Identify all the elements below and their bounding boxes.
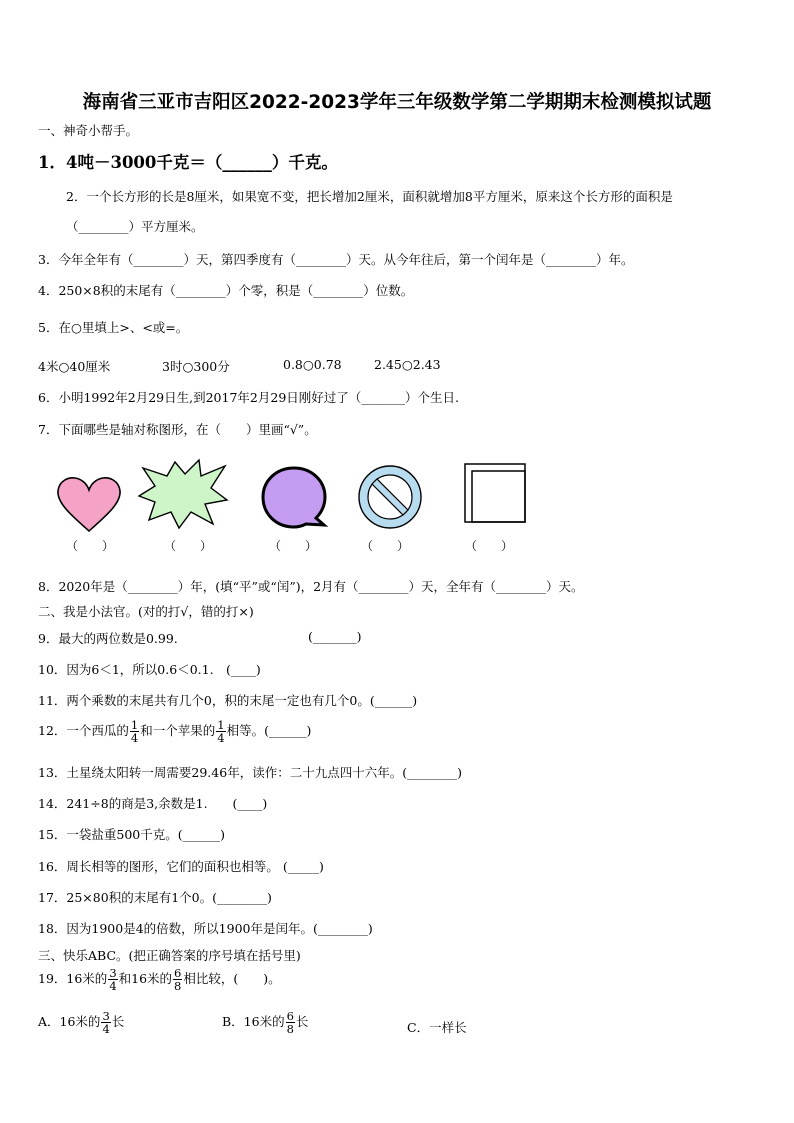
option-a[interactable]: A．16米的 $\frac{3}{4}$ 长: [38, 1009, 125, 1036]
fraction-three-quarters: $\frac{3}{4}$: [102, 1009, 110, 1036]
option-c[interactable]: C．一样长: [407, 1020, 467, 1035]
answer-paren-4[interactable]: （ ）: [361, 539, 410, 553]
nested-squares-icon: [462, 462, 528, 524]
question-5-item-3: 0.8○0.78: [283, 357, 342, 372]
question-5-item-1: 4米○40厘米: [38, 359, 111, 374]
question-1: 1．4吨－3000千克＝（______）千克。: [38, 153, 338, 172]
question-8: 8．2020年是（________）年，(填“平”或“闰”)，2月有（________）天，全年有（________）天。: [38, 579, 584, 594]
fraction-six-eighths: $\frac{6}{8}$: [286, 1009, 294, 1036]
fraction-one-quarter: $\frac{1}{4}$: [217, 718, 225, 745]
no-sign-icon: [355, 462, 425, 532]
question-5: 5．在○里填上>、<或=。: [38, 320, 189, 335]
question-2-line-2: （________）平方厘米。: [66, 219, 204, 234]
question-10: 10．因为6＜1，所以0.6＜0.1. (____): [38, 662, 261, 677]
question-13: 13．土星绕太阳转一周需要29.46年，读作：二十九点四十六年。(________): [38, 765, 462, 780]
question-4: 4．250×8积的末尾有（________）个零，积是（________）位数。: [38, 283, 414, 298]
section-3-heading: 三、快乐ABC。(把正确答案的序号填在括号里): [38, 948, 301, 963]
speech-bubble-icon: [258, 464, 330, 532]
answer-paren-3[interactable]: （ ）: [269, 539, 318, 553]
question-12: 12．一个西瓜的 $\frac{1}{4}$ 和一个苹果的 $\frac{1}{4}$ 相等。(______): [38, 718, 312, 745]
section-1-heading: 一、神奇小帮手。: [38, 123, 139, 138]
question-9-answer[interactable]: (_______): [308, 629, 362, 644]
fraction-six-eighths: $\frac{6}{8}$: [174, 966, 182, 993]
option-b[interactable]: B．16米的 $\frac{6}{8}$ 长: [222, 1009, 309, 1036]
question-6: 6．小明1992年2月29日生,到2017年2月29日刚好过了（_______）个生日.: [38, 390, 459, 405]
page-title: 海南省三亚市吉阳区2022-2023学年三年级数学第二学期期末检测模拟试题: [82, 92, 712, 113]
question-11: 11．两个乘数的末尾共有几个0，积的末尾一定也有几个0。(______): [38, 693, 418, 708]
question-5-item-4: 2.45○2.43: [374, 357, 441, 372]
question-2-line-1: 2．一个长方形的长是8厘米，如果宽不变，把长增加2厘米，面积就增加8平方厘米，原来这个长方形的面积是: [66, 189, 673, 204]
question-3: 3．今年全年有（________）天，第四季度有（________）天。从今年往后，第一个闰年是（________）年。: [38, 252, 634, 267]
section-2-heading: 二、我是小法官。(对的打√，错的打×): [38, 604, 254, 619]
question-5-item-2: 3时○300分: [162, 359, 230, 374]
question-17: 17．25×80积的末尾有1个0。(________): [38, 890, 272, 905]
fraction-three-quarters: $\frac{3}{4}$: [109, 966, 117, 993]
heart-icon: [55, 475, 123, 535]
question-9: 9．最大的两位数是0.99.: [38, 631, 178, 646]
question-16: 16．周长相等的图形，它们的面积也相等。 (_____): [38, 859, 324, 874]
answer-paren-1[interactable]: （ ）: [66, 539, 115, 553]
question-15: 15．一袋盐重500千克。(______): [38, 827, 226, 842]
question-18: 18．因为1900是4的倍数，所以1900年是闰年。(________): [38, 921, 373, 936]
answer-paren-5[interactable]: （ ）: [465, 539, 514, 553]
question-19: 19．16米的 $\frac{3}{4}$ 和16米的 $\frac{6}{8}$ 相比较，( )。: [38, 966, 281, 993]
fraction-one-quarter: $\frac{1}{4}$: [130, 718, 139, 745]
question-7: 7．下面哪些是轴对称图形，在（ ）里画“√”。: [38, 422, 317, 437]
starburst-icon: [135, 458, 231, 530]
answer-paren-2[interactable]: （ ）: [164, 539, 213, 553]
question-14: 14．241÷8的商是3,余数是1. (____): [38, 796, 268, 811]
